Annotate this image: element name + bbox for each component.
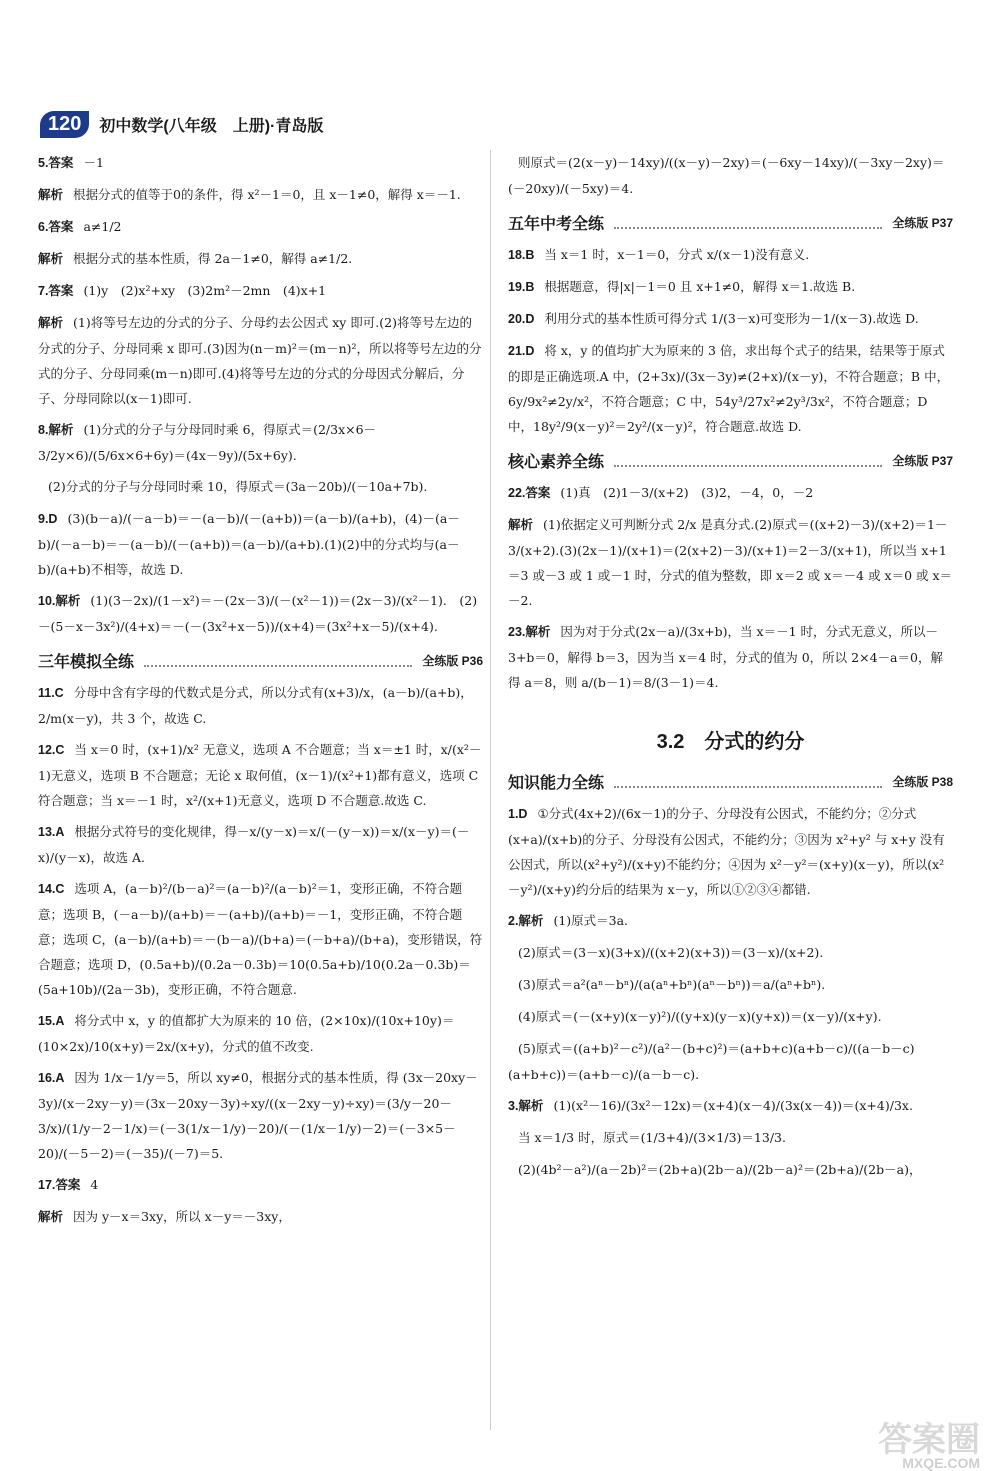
chapter-title: 3.2 分式的约分 [656, 731, 805, 753]
item-text: (1)将等号左边的分式的分子、分母约去公因式 xy 即可.(2)将等号左边的分式的分子、分母同乘 x 即可.(3)因为(n－m)²＝(m－n)²，所以将等号左边的分式的分子、分母同乘(m－n)即可.(4)将等号左边的分式的分母因式分解后，分子、分母同除以(x－1)即可. [38, 315, 482, 406]
item-text: 当 x＝0 时，(x+1)/x² 无意义，选项 A 不合题意；当 x＝±1 时，x/(x²－1)无意义，选项 B 不合题意；无论 x 取何值，(x－1)/(x²+1)都有意义，选项 C 符合题意；当 x＝－1 时，x²/(x+1)无意义，选项 D 不合题意.故选 C. [38, 742, 482, 808]
answer-item [508, 1157, 953, 1183]
item-label: 21.D [508, 344, 535, 358]
item-text: 当 x＝1/3 时，原式＝(1/3+4)/(3×1/3)＝13/3. [518, 1130, 786, 1145]
item-text: (1)(3－2x)/(1－x²)＝－(2x－3)/(－(x²－1))＝(2x－3)/(x²－1). (2)－(5－x－3x²)/(4+x)＝－(－(3x²+x－5))/(x+4)＝(3x²+x－5)/(x+4). [38, 593, 478, 634]
item-text: (2)(4b²－a²)/(a－2b)²＝(2b+a)(2b－a)/(2b－a)²＝(2b+a)/(2b－a)， [518, 1162, 922, 1177]
answer-item [508, 150, 953, 201]
answer-item [508, 274, 953, 300]
item-label: 18.B [508, 248, 535, 262]
item-label: 解析 [38, 252, 64, 266]
watermark-site: MXQE.COM [902, 1455, 980, 1471]
item-label: 14.C [38, 882, 65, 896]
item-text: ①分式(4x+2)/(6x－1)的分子、分母没有公因式，不能约分；②分式(x+a)/(x+b)的分子、分母没有公因式，不能约分；③因为 x²+y² 与 x+y 没有公因式，所以(x²+y²)/(x+y)不能约分；④因为 x²－y²＝(x+y)(x－y)，所以(x²－y²)/(x+y)约分后的结果为 x－y，所以①②③④都错. [508, 806, 945, 897]
answer-item [38, 588, 483, 639]
item-text: 利用分式的基本性质可得分式 1/(3－x)可变形为－1/(x－3).故选 D. [544, 311, 919, 326]
answer-item [38, 1172, 483, 1198]
item-text: 根据分式的基本性质，得 2a－1≠0，解得 a≠1/2. [73, 251, 353, 266]
item-text: －1 [83, 155, 104, 170]
answer-item [508, 801, 953, 902]
item-label: 9.D [38, 512, 58, 526]
section-title: 三年模拟全练 [38, 654, 135, 671]
item-text: 因为对于分式(2x－a)/(3x+b)，当 x＝－1 时，分式无意义，所以－3+b＝0，解得 b＝3，因为当 x＝4 时，分式的值为 0，所以 2×4－a＝0，解得 a＝8，则 a/(b－1)＝8/(3－1)＝4. [508, 624, 943, 690]
item-label: 5.答案 [38, 156, 74, 170]
answer-item [38, 474, 483, 500]
book-title: 初中数学(八年级 上册)·青岛版 [99, 117, 324, 135]
answer-item [38, 417, 483, 468]
page-number: 120 [40, 111, 89, 138]
answer-item [508, 1125, 953, 1151]
item-label: 16.A [38, 1071, 65, 1085]
answer-item [38, 310, 483, 411]
item-text: (5)原式＝((a+b)²－c²)/(a²－(b+c)²)＝(a+b+c)(a+b－c)/((a－b－c)(a+b+c))＝(a+b－c)/(a－b－c). [508, 1041, 915, 1082]
answer-item [508, 480, 953, 506]
answer-item [38, 680, 483, 731]
item-text: 根据分式符号的变化规律，得－x/(y－x)＝x/(－(y－x))＝x/(x－y)＝(－x)/(y－x)，故选 A. [38, 824, 470, 865]
answer-item [508, 306, 953, 332]
section-title: 知识能力全练 [508, 775, 605, 792]
item-text: (3)(b－a)/(－a－b)＝－(a－b)/(－(a+b))＝(a－b)/(a+b)，(4)－(a－b)/(－a－b)＝－(a－b)/(－(a+b))＝(a－b)/(a+b).(1)(2)中的分式均与(a－b)/(a+b)不相等，故选 D. [38, 511, 460, 577]
answer-item [38, 737, 483, 813]
item-label: 17.答案 [38, 1178, 81, 1192]
column-divider [490, 150, 491, 1430]
item-text: 将 x，y 的值均扩大为原来的 3 倍，求出每个式子的结果，结果等于原式的即是正确选项.A 中，(2+3x)/(3x－3y)≠(2+x)/(x－y)，不符合题意；B 中，6y/9x²≠2y/x²，不符合题意；C 中，54y³/27x²≠2y³/3x²，不符合题意；D 中，18y²/9(x－y)²＝2y²/(x－y)²，符合题意.故选 D. [508, 343, 950, 434]
item-text: 则原式＝(2(x－y)－14xy)/((x－y)－2xy)＝(－6xy－14xy)/(－3xy－2xy)＝(－20xy)/(－5xy)＝4. [508, 155, 945, 196]
item-label: 1.D [508, 807, 528, 821]
answer-item [508, 242, 953, 268]
answer-item [508, 908, 953, 934]
item-text: 根据题意，得|x|－1＝0 且 x+1≠0，解得 x＝1.故选 B. [544, 279, 856, 294]
item-text: 因为 y－x＝3xy，所以 x－y＝－3xy， [73, 1209, 291, 1224]
section-dots [614, 217, 882, 229]
answer-item [38, 150, 483, 176]
item-text: 选项 A，(a－b)²/(b－a)²＝(a－b)²/(a－b)²＝1，变形正确，不符合题意；选项 B，(－a－b)/(a+b)＝－(a+b)/(a+b)＝－1，变形正确，不符合题意；选项 C，(a－b)/(a+b)＝－(b－a)/(b+a)＝(－b+a)/(b+a)，变形错误，符合题意；选项 D，(0.5a+b)/(0.2a－0.3b)＝10(0.5a+b)/10(0.2a－0.3b)＝(5a+10b)/(2a－3b)，变形正确，不符合题意. [38, 881, 483, 997]
answer-item [38, 1008, 483, 1059]
item-text: (2)原式＝(3－x)(3+x)/((x+2)(x+3))＝(3－x)/(x+2). [518, 945, 824, 960]
item-label: 15.A [38, 1014, 65, 1028]
item-text: a≠1/2 [83, 219, 122, 234]
item-label: 23.解析 [508, 625, 551, 639]
right-column [508, 150, 953, 1189]
item-label: 2.解析 [508, 914, 544, 928]
section-header [508, 449, 953, 472]
section-title: 核心素养全练 [508, 454, 605, 471]
item-text: (1)原式＝3a. [553, 913, 629, 928]
section-page-ref: 全练版 P38 [892, 775, 953, 789]
item-label: 解析 [38, 1210, 64, 1224]
item-label: 22.答案 [508, 486, 551, 500]
item-label: 解析 [38, 188, 64, 202]
item-label: 3.解析 [508, 1099, 544, 1113]
item-text: 当 x＝1 时，x－1＝0，分式 x/(x－1)没有意义. [544, 247, 810, 262]
item-text: 根据分式的值等于0的条件，得 x²－1＝0，且 x－1≠0，解得 x＝－1. [73, 187, 461, 202]
section-page-ref: 全练版 P37 [892, 454, 953, 468]
section-dots [614, 776, 882, 788]
item-label: 19.B [508, 280, 535, 294]
item-label: 11.C [38, 686, 64, 700]
section-header [508, 211, 953, 234]
section-header [38, 649, 483, 672]
answer-item [38, 506, 483, 582]
item-label: 7.答案 [38, 284, 74, 298]
item-text: (1)y (2)x²+xy (3)2m²－2mn (4)x+1 [83, 283, 327, 298]
answer-item [508, 1093, 953, 1119]
item-label: 12.C [38, 743, 65, 757]
item-label: 10.解析 [38, 594, 81, 608]
answer-item [508, 940, 953, 966]
item-text: (2)分式的分子与分母同时乘 10，得原式＝(3a－20b)/(－10a+7b). [48, 479, 428, 494]
item-text: 因为 1/x－1/y＝5，所以 xy≠0，根据分式的基本性质，得 (3x－20xy－3y)/(x－2xy－y)＝(3x－20xy－3y)÷xy/((x－2xy－y)÷xy)＝(3/y－20－3/x)/(1/y－2－1/x)＝(－3(1/x－1/y)－20)/(－(1/x－1/y)－2)＝(－3×5－20)/(－5－2)＝(－35)/(－7)＝5. [38, 1070, 478, 1161]
section-page-ref: 全练版 P37 [892, 216, 953, 230]
item-text: (3)原式＝a²(aⁿ－bⁿ)/(a(aⁿ+bⁿ)(aⁿ－bⁿ))＝a/(aⁿ+bⁿ). [518, 977, 826, 992]
answer-item [38, 1204, 483, 1230]
answer-item [508, 972, 953, 998]
answer-item [508, 619, 953, 695]
answer-item [508, 338, 953, 439]
item-text: (1)分式的分子与分母同时乘 6，得原式＝(2/3x×6－3/2y×6)/(5/6x×6+6y)＝(4x－9y)/(5x+6y). [38, 422, 377, 463]
item-label: 6.答案 [38, 220, 74, 234]
item-text: 4 [90, 1177, 99, 1192]
item-label: 13.A [38, 825, 65, 839]
section-page-ref: 全练版 P36 [422, 654, 483, 668]
answer-item [38, 1065, 483, 1166]
answer-item [38, 246, 483, 272]
answer-item [38, 182, 483, 208]
item-text: 分母中含有字母的代数式是分式，所以分式有(x+3)/x，(a－b)/(a+b)，2/m(x－y)，共 3 个，故选 C. [38, 685, 473, 726]
answer-item [508, 1036, 953, 1087]
item-label: 8.解析 [38, 423, 74, 437]
answer-item [38, 876, 483, 1002]
section-title: 五年中考全练 [508, 216, 605, 233]
section-dots [614, 455, 882, 467]
answer-item [38, 819, 483, 870]
section-dots [144, 655, 412, 667]
answer-item [508, 1004, 953, 1030]
left-column [38, 150, 483, 1236]
item-text: (1)依据定义可判断分式 2/x 是真分式.(2)原式＝((x+2)－3)/(x+2)＝1－3/(x+2).(3)(2x－1)/(x+1)＝(2(x+2)－3)/(x+1)＝2－3/(x+1)，所以当 x+1＝3 或－3 或 1 或－1 时，分式的值为整数，即 x＝2 或 x＝－4 或 x＝0 或 x＝－2. [508, 517, 953, 608]
answer-item [38, 278, 483, 304]
section-header [508, 770, 953, 793]
item-text: (4)原式＝(－(x+y)(x－y)²)/((y+x)(y－x)(y+x))＝(x－y)/(x+y). [518, 1009, 882, 1024]
item-text: (1)真 (2)1－3/(x+2) (3)2，－4，0，－2 [560, 485, 814, 500]
item-label: 20.D [508, 312, 535, 326]
item-text: (1)(x²－16)/(3x²－12x)＝(x+4)(x－4)/(3x(x－4))＝(x+4)/3x. [553, 1098, 913, 1113]
answer-item [38, 214, 483, 240]
item-text: 将分式中 x，y 的值都扩大为原来的 10 倍，(2×10x)/(10x+10y)＝(10×2x)/10(x+y)＝2x/(x+y)，分式的值不改变. [38, 1013, 455, 1054]
page-header [40, 108, 323, 140]
answer-item [508, 512, 953, 613]
watermark-logo: 答案圈 [878, 1421, 980, 1459]
item-label: 解析 [508, 518, 534, 532]
item-label: 解析 [38, 316, 64, 330]
